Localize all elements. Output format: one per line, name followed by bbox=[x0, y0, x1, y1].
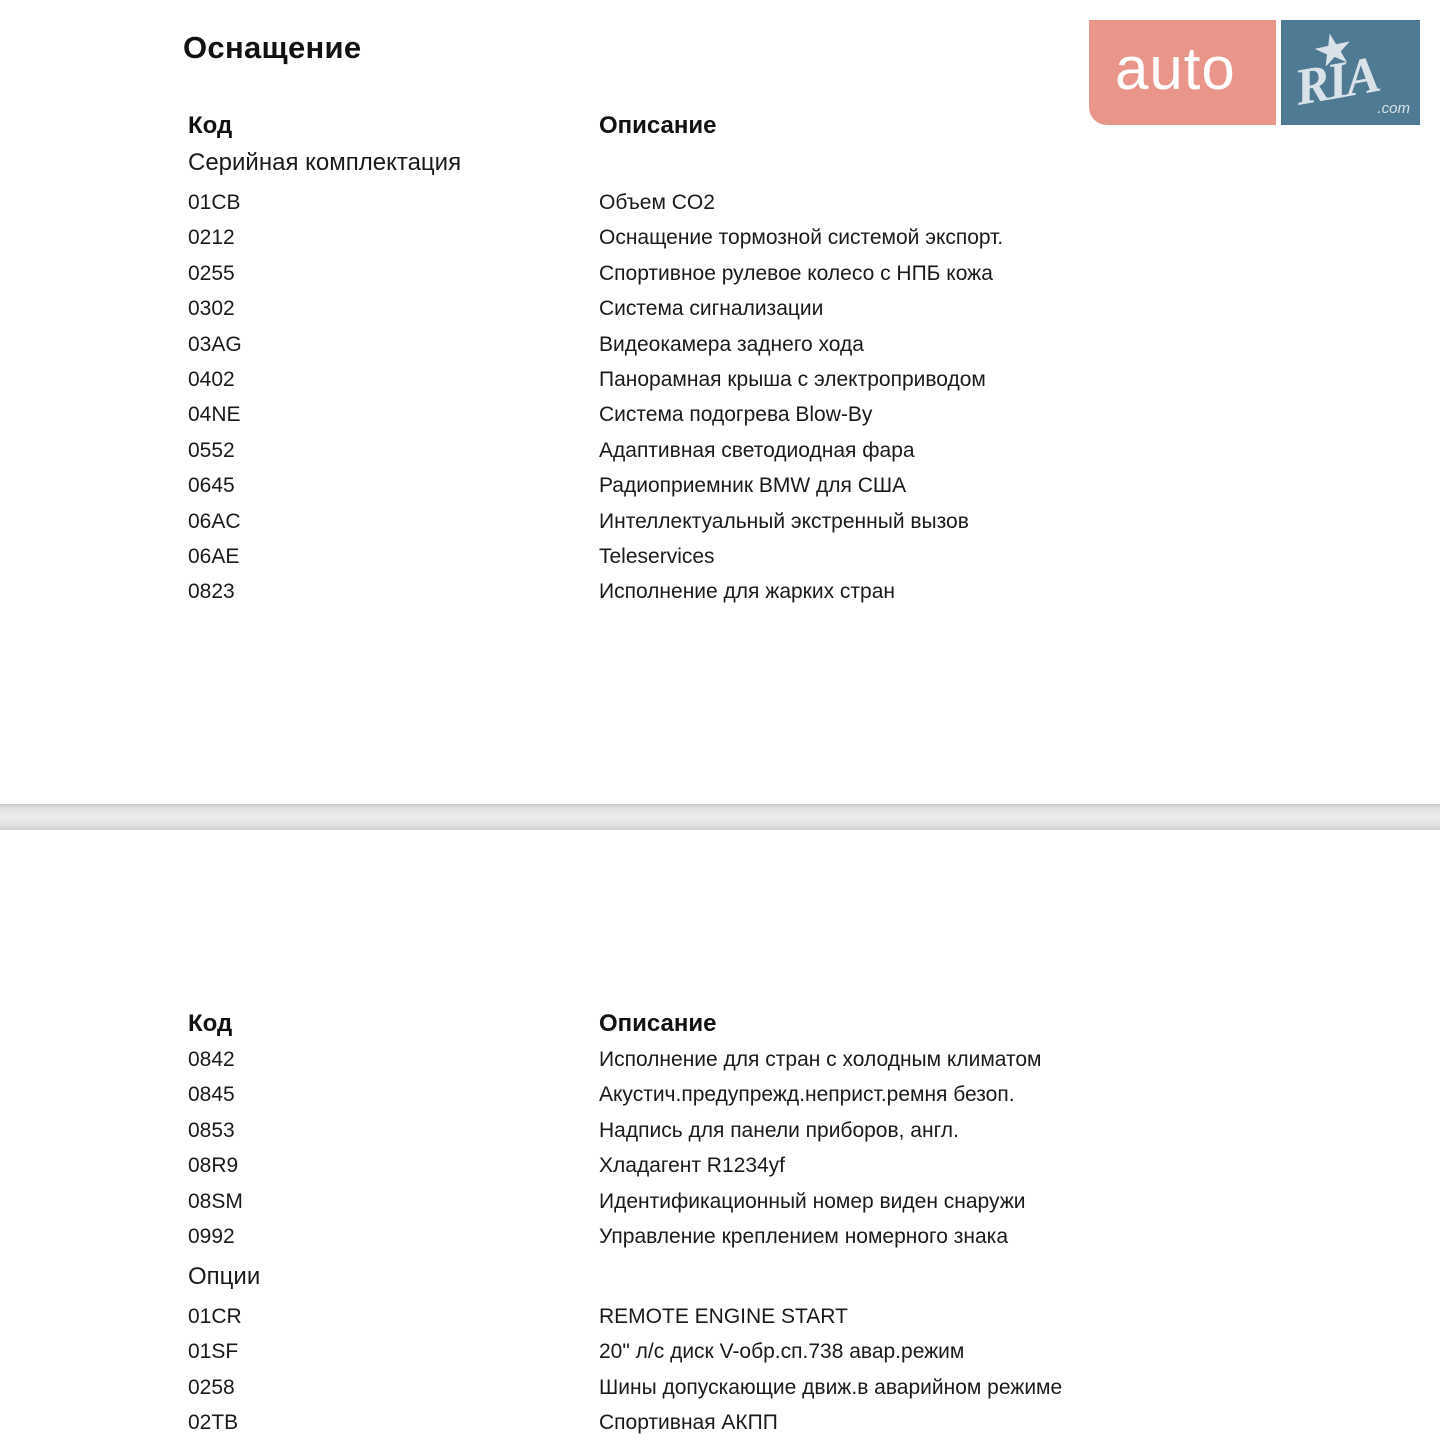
option-description: Teleservices bbox=[599, 545, 715, 568]
option-code: 03AG bbox=[188, 332, 242, 356]
page-separator bbox=[0, 804, 1440, 830]
option-code: 0992 bbox=[188, 1225, 235, 1248]
option-description: Оснащение тормозной системой экспорт. bbox=[599, 226, 1004, 250]
table-row bbox=[0, 1189, 1440, 1224]
option-description: Исполнение для стран с холодным климатом bbox=[599, 1048, 1042, 1071]
table-row bbox=[0, 579, 1440, 614]
column-header-code: Код bbox=[188, 1010, 233, 1037]
table-row bbox=[0, 1047, 1440, 1082]
option-code: 0255 bbox=[188, 261, 235, 285]
section-heading-options: Опции bbox=[188, 1263, 261, 1290]
option-code: 01CR bbox=[188, 1305, 242, 1328]
option-code: 08SM bbox=[188, 1189, 243, 1213]
option-description: Хладагент R1234yf bbox=[599, 1154, 786, 1178]
table-row bbox=[0, 367, 1440, 402]
table-row bbox=[0, 1153, 1440, 1188]
option-description: 20" л/с диск V-обр.сп.738 авар.режим bbox=[599, 1340, 965, 1364]
option-description: Система сигнализации bbox=[599, 297, 824, 321]
option-code: 0402 bbox=[188, 368, 235, 391]
logo-ria-text: RIA bbox=[1290, 46, 1383, 117]
option-description: Управление креплением номерного знака bbox=[599, 1225, 1008, 1248]
option-code: 08R9 bbox=[188, 1154, 239, 1178]
option-code: 0302 bbox=[188, 297, 235, 321]
logo-auto-text: auto bbox=[1115, 35, 1236, 102]
option-description: Система подогрева Blow-By bbox=[599, 403, 873, 427]
autoria-logo bbox=[1089, 20, 1420, 125]
option-description: Шины допускающие движ.в аварийном режиме bbox=[599, 1375, 1063, 1399]
table-row bbox=[0, 1304, 1440, 1339]
logo-ria-block bbox=[1281, 20, 1420, 125]
table-row bbox=[0, 1410, 1440, 1445]
option-code: 06AE bbox=[188, 545, 240, 568]
table-row bbox=[0, 332, 1440, 367]
table-row bbox=[0, 544, 1440, 579]
document-page-2 bbox=[0, 830, 1440, 1443]
option-description: Адаптивная светодиодная фара bbox=[599, 438, 915, 462]
option-description: Спортивное рулевое колесо с НПБ кожа bbox=[599, 261, 993, 285]
table-row bbox=[0, 190, 1440, 225]
option-description: Идентификационный номер виден снаружи bbox=[599, 1189, 1026, 1213]
option-code: 02TB bbox=[188, 1411, 239, 1435]
table-row bbox=[0, 1375, 1440, 1410]
option-code: 0258 bbox=[188, 1375, 235, 1399]
option-description: Видеокамера заднего хода bbox=[599, 332, 864, 356]
table-row bbox=[0, 402, 1440, 437]
table-row bbox=[0, 438, 1440, 473]
option-code: 0823 bbox=[188, 580, 235, 604]
table-row bbox=[0, 1082, 1440, 1117]
logo-auto-block bbox=[1089, 20, 1276, 125]
option-description: Акустич.предупрежд.неприст.ремня безоп. bbox=[599, 1083, 1015, 1107]
table-row bbox=[0, 225, 1440, 260]
logo-com-text: .com bbox=[1377, 100, 1410, 117]
table-row bbox=[0, 473, 1440, 508]
option-code: 0845 bbox=[188, 1083, 235, 1107]
column-header-code: Код bbox=[188, 112, 233, 139]
table-row bbox=[0, 261, 1440, 296]
page-title: Оснащение bbox=[183, 30, 362, 65]
option-code: 06AC bbox=[188, 509, 241, 533]
option-code: 01CB bbox=[188, 191, 241, 214]
option-code: 0842 bbox=[188, 1048, 235, 1071]
option-code: 01SF bbox=[188, 1340, 239, 1364]
table-row bbox=[0, 1224, 1440, 1259]
option-description: Спортивная АКПП bbox=[599, 1411, 778, 1435]
option-code: 04NE bbox=[188, 403, 241, 427]
option-description: Панорамная крыша с электроприводом bbox=[599, 368, 986, 391]
option-code: 0853 bbox=[188, 1118, 235, 1142]
option-description: Исполнение для жарких стран bbox=[599, 580, 895, 604]
table-row bbox=[0, 509, 1440, 544]
column-header-description: Описание bbox=[599, 112, 717, 139]
section-heading-standard-equipment: Серийная комплектация bbox=[188, 149, 462, 176]
table-row bbox=[0, 1118, 1440, 1153]
option-description: Интеллектуальный экстренный вызов bbox=[599, 509, 969, 533]
option-description: Надпись для панели приборов, англ. bbox=[599, 1118, 959, 1142]
table-row bbox=[0, 296, 1440, 331]
option-description: Радиоприемник BMW для США bbox=[599, 474, 907, 498]
option-code: 0212 bbox=[188, 226, 235, 250]
table-row bbox=[0, 1339, 1440, 1374]
column-header-description: Описание bbox=[599, 1010, 717, 1037]
option-description: REMOTE ENGINE START bbox=[599, 1305, 848, 1328]
option-description: Объем CO2 bbox=[599, 191, 715, 214]
option-code: 0645 bbox=[188, 474, 235, 498]
option-code: 0552 bbox=[188, 438, 235, 462]
